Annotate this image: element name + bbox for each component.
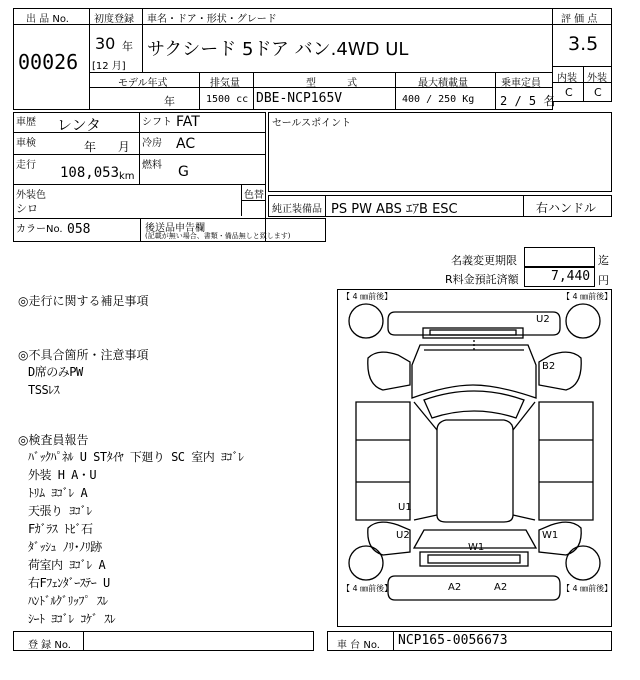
- color-no-label: カラーNo.: [16, 224, 63, 235]
- interior-grade: C: [565, 86, 573, 99]
- mileage-unit: km: [119, 171, 135, 182]
- chassis-no: NCP165-0056673: [398, 633, 508, 648]
- inspector-item: 右Fﾌｪﾝﾀﾞｰｽﾃｰ U: [28, 576, 110, 590]
- damage-mark-w1-right: W1: [542, 530, 559, 541]
- windshield: [424, 391, 524, 418]
- defect-item: TSSﾚｽ: [28, 383, 60, 397]
- tire-rear-right-depth: 【 4 ㎜前後】: [562, 584, 613, 593]
- equipment: PS PW ABS ｴｱB ESC: [331, 202, 458, 217]
- inspector-item: 外装 H A・U: [28, 468, 97, 482]
- max-load-label: 最大積載量: [418, 78, 468, 89]
- inspector-item: ﾊﾞｯｸﾊﾟﾈﾙ U STﾀｲﾔ 下廻り SC 室内 ﾖｺﾞﾚ: [28, 450, 244, 464]
- tire-front-right-depth: 【 4 ㎜前後】: [562, 292, 613, 301]
- inspector-item: Fｶﾞﾗｽ ﾄﾋﾞ石: [28, 522, 93, 536]
- rear-gate: [420, 552, 528, 566]
- first-reg-year-unit: 年: [122, 40, 133, 53]
- name-change-label: 名義変更期限: [451, 254, 517, 267]
- inspection-label: 車検: [16, 138, 36, 149]
- damage-mark-u1: U1: [398, 502, 412, 513]
- history-label: 車歴: [16, 117, 36, 128]
- reg-no-label: 登 録 No.: [28, 640, 71, 651]
- name-change-box: [524, 247, 595, 267]
- score-label: 評 価 点: [561, 14, 598, 25]
- recycle-label: R料金預託済額: [445, 273, 519, 286]
- displacement-label: 排気量: [210, 78, 240, 89]
- inspector-item: ｼｰﾄ ﾖｺﾞﾚ ｺｹﾞ ｽﾚ: [28, 612, 116, 626]
- model-year-label: モデル年式: [118, 78, 168, 89]
- recycle-unit: 円: [598, 274, 609, 287]
- ac: AC: [176, 136, 196, 152]
- chassis-label: 車 台 No.: [337, 640, 380, 651]
- front-fender-left: [368, 352, 410, 390]
- fuel: G: [178, 164, 189, 180]
- tire-front-left-depth: 【 4 ㎜前後】: [342, 292, 393, 301]
- exterior-label: 外装: [587, 73, 607, 84]
- first-reg-month: [12 月]: [92, 61, 126, 72]
- inspection: 年 月: [84, 140, 130, 154]
- damage-mark-u2-left: U2: [396, 530, 410, 541]
- interior-label: 内装: [557, 73, 577, 84]
- capacity: 2 / 5 名: [500, 94, 556, 108]
- inspector-title: ◎検査員報告: [18, 433, 89, 447]
- model-label: 型 式: [306, 78, 358, 89]
- exterior-color-label: 外装色: [16, 190, 46, 201]
- steering: 右ハンドル: [536, 201, 597, 215]
- lot-no-label: 出 品 No.: [26, 14, 69, 25]
- score: 3.5: [568, 33, 599, 55]
- displacement: 1500 cc: [206, 94, 249, 105]
- mileage-label: 走行: [16, 160, 36, 171]
- inspector-item: ﾊﾝﾄﾞﾙｸﾞﾘｯﾌﾟ ｽﾚ: [28, 594, 108, 608]
- shift: FAT: [176, 114, 200, 130]
- tire-front-right: [566, 304, 600, 338]
- damage-mark-u2-rear-bumper: U2: [536, 314, 550, 325]
- car-name-label: 車名・ドア・形状・グレード: [147, 14, 277, 25]
- driving-notes-title: ◎走行に関する補足事項: [18, 294, 149, 308]
- repaint-label: 色替: [244, 190, 264, 201]
- rear-bumper: [388, 576, 560, 600]
- first-reg-year: 30: [95, 34, 116, 53]
- fuel-label: 燃料: [142, 160, 162, 171]
- tire-rear-left-depth: 【 4 ㎜前後】: [342, 584, 393, 593]
- capacity-label: 乗車定員: [501, 78, 541, 89]
- inspector-item: ﾄﾘﾑ ﾖｺﾞﾚ A: [28, 486, 88, 500]
- damage-mark-w1-windshield: W1: [468, 542, 485, 553]
- first-reg-label: 初度登録: [94, 14, 134, 25]
- sales-point-label: セールスポイント: [272, 118, 352, 129]
- damage-mark-b2: B2: [542, 361, 556, 372]
- tire-front-left: [349, 304, 383, 338]
- max-load: 400 / 250 Kg: [402, 94, 475, 105]
- car-name: サクシード 5ドア バン.4WD UL: [147, 39, 409, 60]
- defects-title: ◎不具合箇所・注意事項: [18, 348, 149, 362]
- inspector-item: ﾀﾞｯｼｭ ﾉﾘ･ﾉﾘ跡: [28, 540, 102, 554]
- tire-rear-left: [349, 546, 383, 580]
- name-change-unit: 迄: [598, 254, 609, 267]
- inspector-item: 荷室内 ﾖｺﾞﾚ A: [28, 558, 106, 572]
- documents-label: 後送品申告欄: [145, 223, 205, 234]
- model: DBE-NCP165V: [256, 91, 343, 106]
- recycle-amount: 7,440: [551, 269, 591, 284]
- exterior-color: シロ: [16, 202, 38, 215]
- damage-mark-a2-left: A2: [448, 582, 462, 593]
- hood: [412, 345, 536, 398]
- front-bumper: [388, 312, 560, 335]
- history: レンタ: [57, 116, 102, 134]
- model-year-unit: 年: [164, 95, 175, 108]
- lot-no: 00026: [18, 50, 79, 74]
- inspector-item: 天張り ﾖｺﾞﾚ: [28, 504, 92, 518]
- equipment-label: 純正装備品: [272, 204, 322, 215]
- car-diagram: [337, 289, 612, 627]
- shift-label: シフト: [142, 117, 172, 128]
- damage-mark-a2-right: A2: [494, 582, 508, 593]
- documents-note: (記載が無い場合、書類・備品無しと致します): [145, 232, 291, 240]
- mileage: 108,053: [60, 165, 120, 181]
- roof: [437, 420, 513, 522]
- ac-label: 冷房: [142, 138, 162, 149]
- body-right-side: [539, 402, 593, 520]
- defect-item: D席のみPW: [28, 365, 83, 379]
- color-no: 058: [67, 222, 91, 237]
- tire-rear-right: [566, 546, 600, 580]
- exterior-grade: C: [594, 86, 602, 99]
